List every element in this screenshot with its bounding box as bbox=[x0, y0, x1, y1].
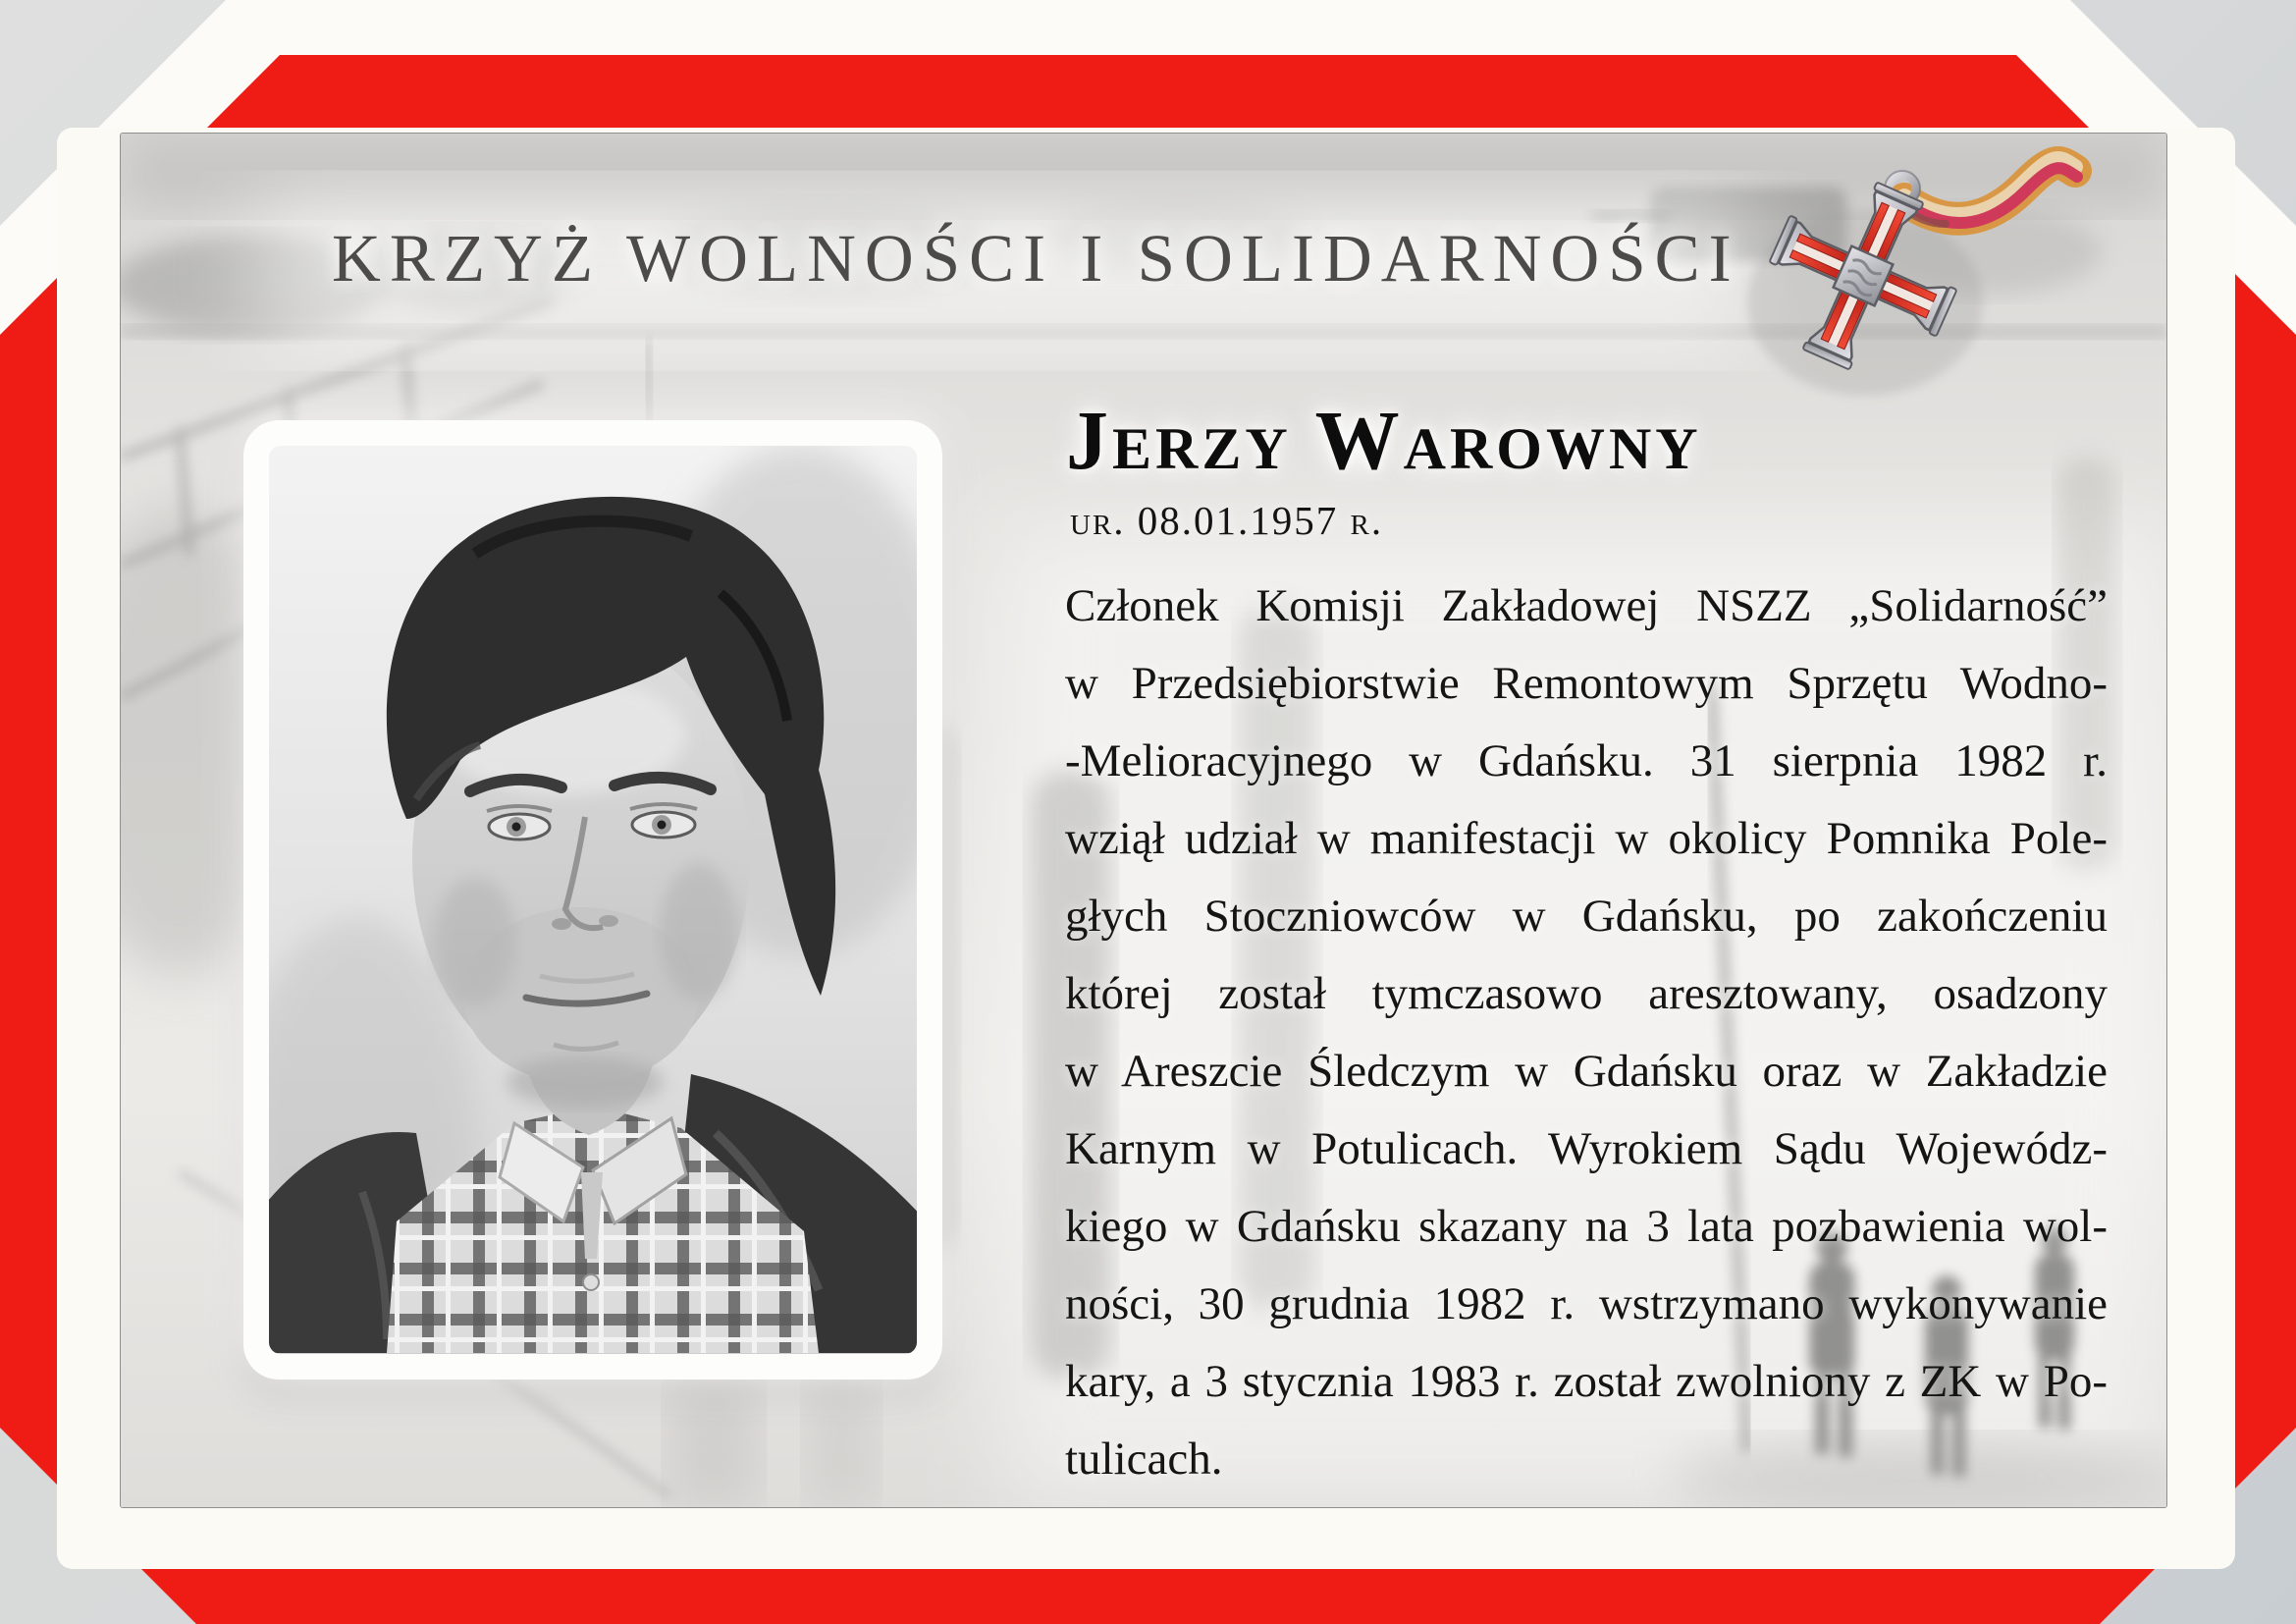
medal-ribbon bbox=[1900, 159, 2077, 224]
bio-line: Karnym w Potulicach. Wyrokiem Sądu Wojewódz- bbox=[1065, 1123, 2108, 1174]
bio-line: tulicach. bbox=[1065, 1434, 1223, 1485]
bio-line: w Areszcie Śledczym w Gdańsku oraz w Zakładzie bbox=[1065, 1046, 2108, 1097]
medal-cross-icon bbox=[1659, 116, 2150, 450]
bio-line: kary, a 3 stycznia 1983 r. został zwolniony z ZK w Po- bbox=[1065, 1356, 2108, 1407]
person-birth-date: ur. 08.01.1957 r. bbox=[1070, 498, 1384, 543]
bio-line: Członek Komisji Zakładowej NSZZ „Solidarność” bbox=[1065, 580, 2108, 631]
bio-line: -Melioracyjnego w Gdańsku. 31 sierpnia 1982 r. bbox=[1065, 735, 2108, 786]
bio-line: kiego w Gdańsku skazany na 3 lata pozbawienia wol- bbox=[1065, 1201, 2108, 1252]
bio-line: w Przedsiębiorstwie Remontowym Sprzętu Wodno- bbox=[1065, 658, 2108, 709]
bio-line: wziął udział w manifestacji w okolicy Pomnika Pole- bbox=[1065, 813, 2108, 864]
portrait-frame bbox=[243, 420, 942, 1380]
portrait-photo bbox=[269, 446, 917, 1354]
page-title: KRZYŻ WOLNOŚCI I SOLIDARNOŚCI bbox=[332, 221, 1740, 296]
person-biography bbox=[1065, 568, 2108, 1498]
bio-line: której został tymczasowo aresztowany, osadzony bbox=[1065, 968, 2108, 1019]
person-name: Jerzy Warowny bbox=[1066, 393, 1702, 487]
bio-line: ności, 30 grudnia 1982 r. wstrzymano wykonywanie bbox=[1065, 1278, 2108, 1329]
bio-line: głych Stoczniowców w Gdańsku, po zakończeniu bbox=[1065, 891, 2108, 942]
